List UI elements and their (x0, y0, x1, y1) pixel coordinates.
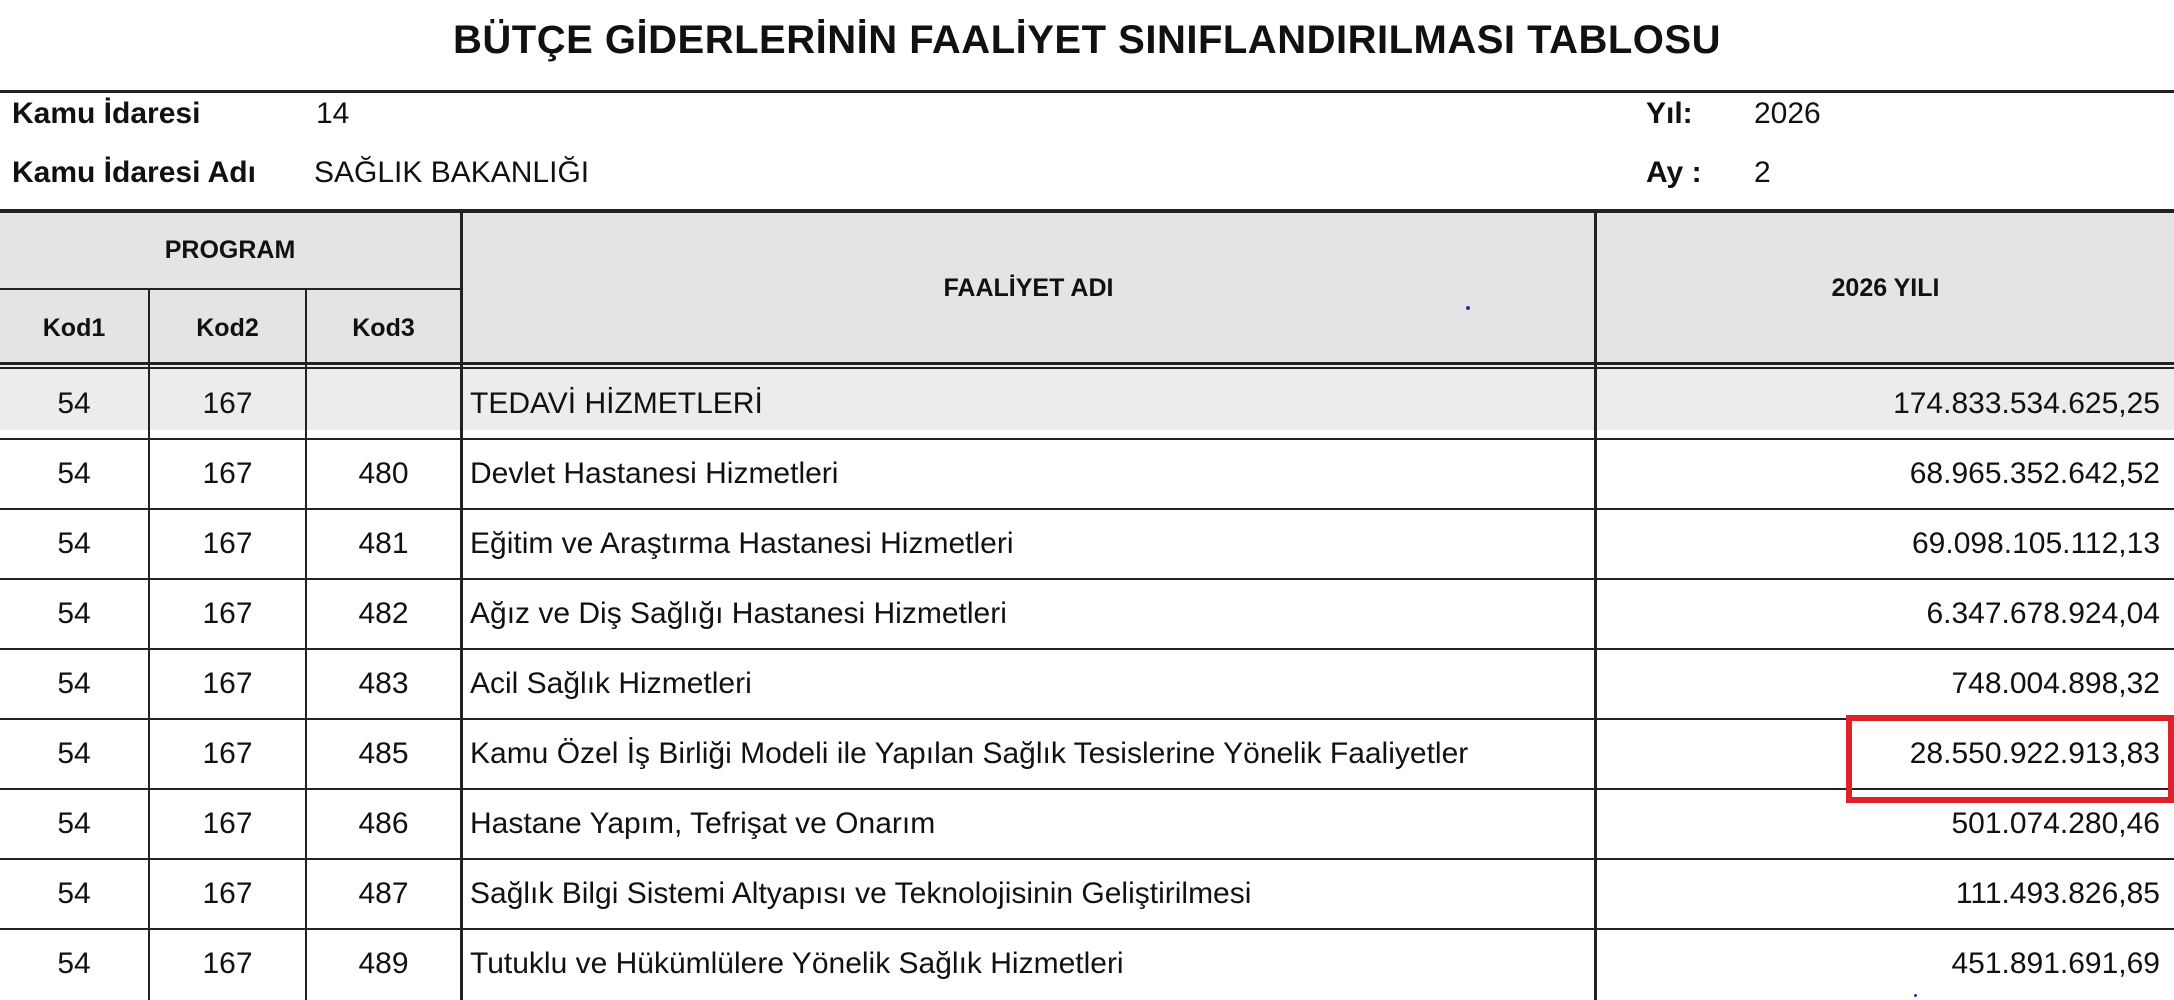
amount-cell: 69.098.105.112,13 (1911, 527, 2160, 560)
program-header: PROGRAM (164, 236, 296, 264)
activity-name-cell: Sağlık Bilgi Sistemi Altyapısı ve Teknolojisinin Geliştirilmesi (470, 877, 1252, 910)
yil-label: Yıl: (1646, 97, 1693, 130)
amount-cell: 111.493.826,85 (1955, 877, 2160, 910)
ay-label: Ay : (1646, 156, 1702, 189)
kod2-cell: 167 (202, 387, 253, 420)
kod3-cell: 482 (358, 597, 409, 630)
amount-cell: 6.347.678.924,04 (1926, 597, 2160, 630)
document-title: BÜTÇE GİDERLERİNİN FAALİYET SINIFLANDIRILMASI TABLOSU (453, 18, 1721, 62)
row-divider (0, 578, 2174, 580)
row-divider (0, 508, 2174, 510)
row-divider (0, 928, 2174, 930)
kod3-cell: 487 (358, 877, 409, 910)
kod1-cell: 54 (57, 737, 91, 770)
kod2-cell: 167 (202, 877, 253, 910)
ay-value: 2 (1754, 156, 1771, 189)
row-divider (0, 438, 2174, 440)
amount-cell: 501.074.280,46 (1951, 807, 2160, 840)
kamu-idaresi-adi-value: SAĞLIK BAKANLIĞI (314, 156, 590, 189)
col-header-year: 2026 YILI (1831, 274, 1940, 302)
stray-mark (1466, 306, 1470, 310)
amount-cell: 451.891.691,69 (1951, 947, 2160, 980)
kod1-cell: 54 (57, 457, 91, 490)
amount-cell: 68.965.352.642,52 (1909, 457, 2160, 490)
activity-name-cell: Acil Sağlık Hizmetleri (470, 667, 752, 700)
col-divider-4 (1594, 210, 1597, 1000)
amount-cell: 748.004.898,32 (1951, 667, 2160, 700)
col-divider-3 (460, 210, 463, 1000)
row-divider (0, 648, 2174, 650)
program-divider (0, 288, 462, 290)
activity-name-cell: Hastane Yapım, Tefrişat ve Onarım (470, 807, 936, 840)
title-rule (0, 90, 2174, 93)
highlight-box (1846, 715, 2174, 803)
amount-cell: 174.833.534.625,25 (1893, 387, 2160, 420)
col-header-faaliyet: FAALİYET ADI (943, 274, 1114, 302)
kod2-cell: 167 (202, 947, 253, 980)
activity-name-cell: Devlet Hastanesi Hizmetleri (470, 457, 839, 490)
kamu-idaresi-label: Kamu İdaresi (12, 97, 201, 130)
kod1-cell: 54 (57, 807, 91, 840)
kod1-cell: 54 (57, 877, 91, 910)
activity-name-cell: Tutuklu ve Hükümlülere Yönelik Sağlık Hizmetleri (470, 947, 1124, 980)
kod2-cell: 167 (202, 457, 253, 490)
table-top-rule (0, 209, 2174, 213)
kod3-cell: 483 (358, 667, 409, 700)
kod3-cell: 481 (358, 527, 409, 560)
stray-mark-2 (1914, 994, 1917, 997)
kod3-cell: 485 (358, 737, 409, 770)
kod3-cell: 489 (358, 947, 409, 980)
kod2-cell: 167 (202, 807, 253, 840)
kod1-cell: 54 (57, 527, 91, 560)
activity-name-cell: Ağız ve Diş Sağlığı Hastanesi Hizmetleri (470, 597, 1007, 630)
kamu-idaresi-adi-label: Kamu İdaresi Adı (12, 156, 256, 189)
activity-name-cell: Kamu Özel İş Birliği Modeli ile Yapılan Sağlık Tesislerine Yönelik Faaliyetler (470, 737, 1469, 770)
yil-value: 2026 (1754, 97, 1821, 130)
kod1-cell: 54 (57, 387, 91, 420)
kod1-cell: 54 (57, 667, 91, 700)
amount-cell: 28.550.922.913,83 (1909, 737, 2160, 770)
kod3-cell: 480 (358, 457, 409, 490)
row-divider (0, 858, 2174, 860)
activity-name-cell: TEDAVİ HİZMETLERİ (470, 387, 763, 420)
kod2-cell: 167 (202, 597, 253, 630)
activity-name-cell: Eğitim ve Araştırma Hastanesi Hizmetleri (470, 527, 1014, 560)
kod2-cell: 167 (202, 667, 253, 700)
header-bottom-rule-2 (0, 367, 2174, 369)
kod2-cell: 167 (202, 737, 253, 770)
kod3-cell: 486 (358, 807, 409, 840)
kod1-cell: 54 (57, 947, 91, 980)
col-header-kod1: Kod1 (42, 314, 106, 342)
col-header-kod2: Kod2 (196, 314, 259, 342)
kod1-cell: 54 (57, 597, 91, 630)
kod2-cell: 167 (202, 527, 253, 560)
header-bottom-rule (0, 362, 2174, 365)
kamu-idaresi-value: 14 (316, 97, 350, 130)
col-header-kod3: Kod3 (352, 314, 415, 342)
